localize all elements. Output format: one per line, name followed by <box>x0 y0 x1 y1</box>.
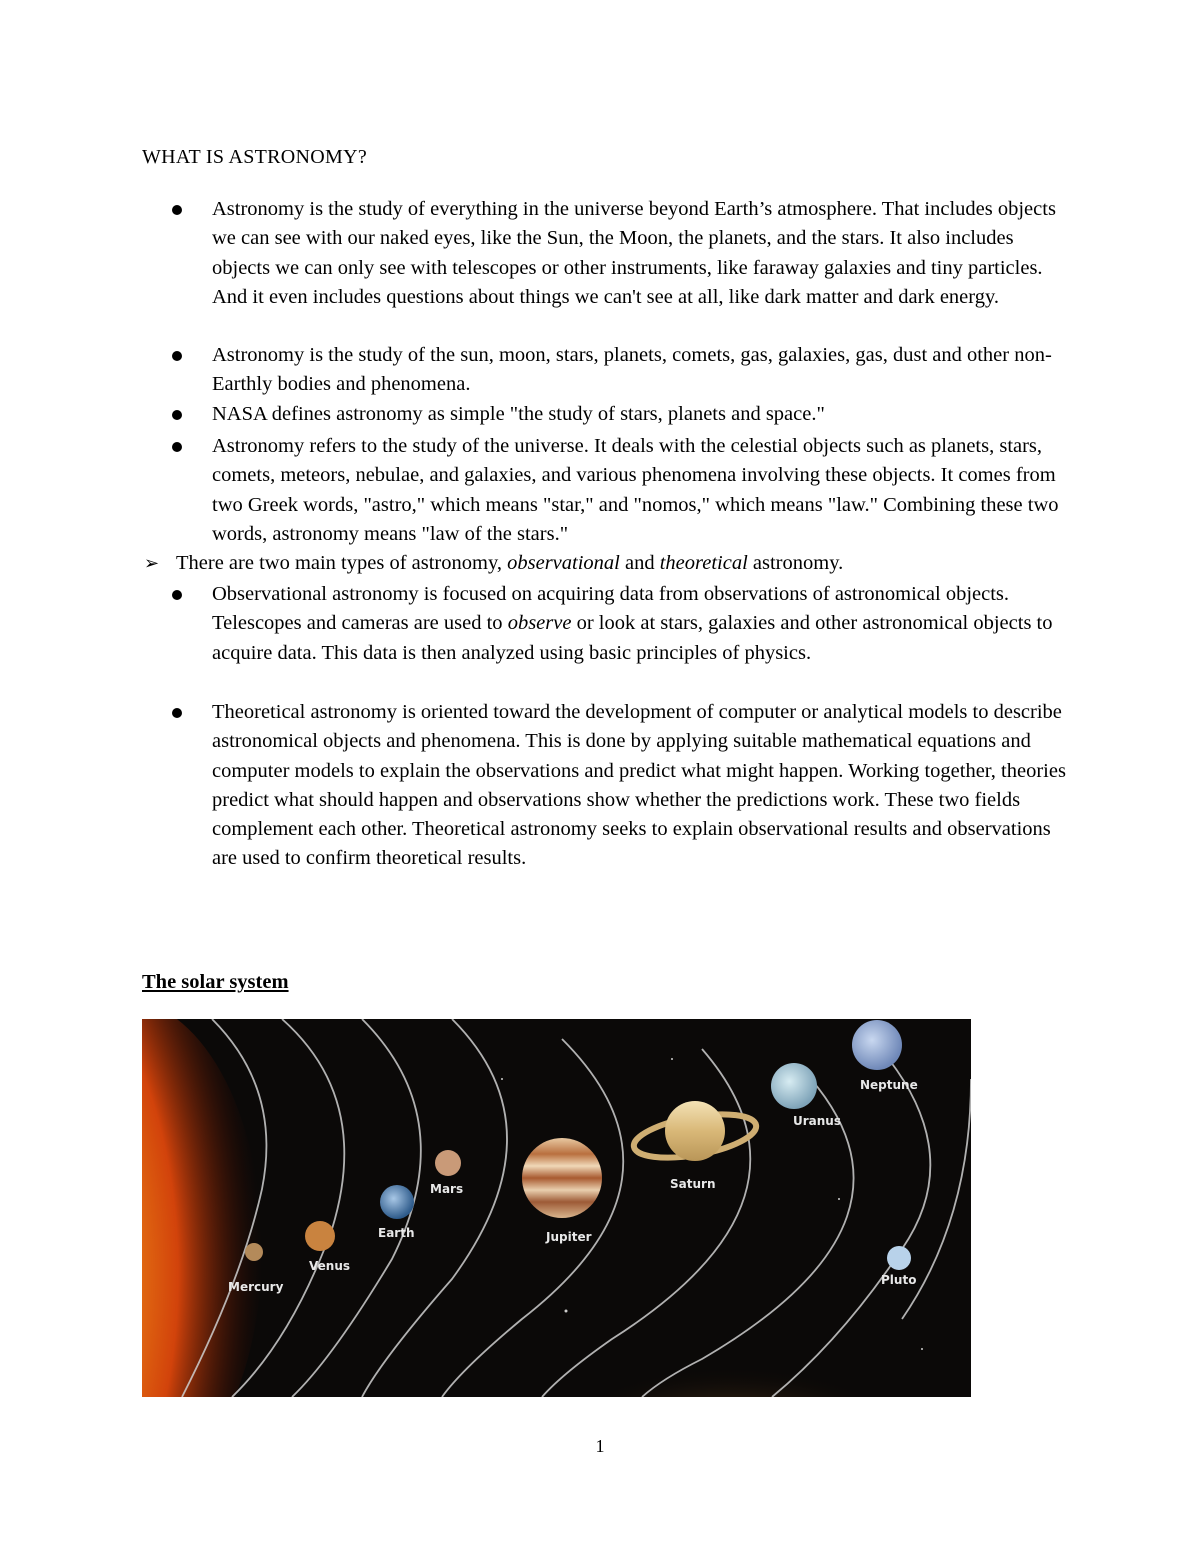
arrow-bullet-icon: ➢ <box>144 553 160 573</box>
observational-text-after: or look at stars, galaxies and other astronomical objects to acquire data. This data is then analyzed using basic principles of physics. <box>212 612 1053 664</box>
venus-planet <box>305 1221 335 1251</box>
page-title: WHAT IS ASTRONOMY? <box>142 146 368 168</box>
label-neptune: Neptune <box>860 1078 918 1092</box>
neptune-planet <box>852 1020 902 1070</box>
label-mercury: Mercury <box>228 1280 284 1294</box>
list-item-observational <box>212 580 1072 668</box>
bullet-marker <box>172 410 182 420</box>
solar-system-image <box>142 1019 971 1397</box>
observational-text-before: Observational astronomy is focused on acquiring data from observations of astronomical objects. Telescopes and cameras are used to <box>212 583 1010 635</box>
types-suffix: astronomy. <box>747 552 844 574</box>
uranus-planet <box>771 1063 817 1109</box>
bullet-marker <box>172 590 182 600</box>
label-saturn: Saturn <box>670 1177 716 1191</box>
bullet-marker <box>172 351 182 361</box>
page-number: 1 <box>595 1436 605 1456</box>
types-statement <box>176 549 843 578</box>
label-earth: Earth <box>378 1226 415 1240</box>
section-title: The solar system <box>142 971 289 993</box>
mercury-planet <box>245 1243 263 1261</box>
saturn-planet <box>665 1101 725 1161</box>
bullet-marker <box>172 205 182 215</box>
label-jupiter: Jupiter <box>546 1230 592 1244</box>
label-pluto: Pluto <box>881 1273 917 1287</box>
list-item: Astronomy is the study of the sun, moon, stars, planets, comets, gas, galaxies, gas, dust and other non-Earthly bodies and phenomena. <box>212 344 1052 396</box>
list-item: Astronomy refers to the study of the universe. It deals with the celestial objects such as planets, stars, comets, meteors, nebulae, and galaxies, and various phenomena involving these objects. It comes from two Greek words, "astro," which means "star," and "nomos," which means "law." Combining these two words, astronomy means "law of the stars." <box>212 435 1059 545</box>
types-theoretical: theoretical <box>659 552 748 574</box>
jupiter-planet <box>522 1138 602 1218</box>
earth-planet <box>380 1185 414 1219</box>
list-item-theoretical: Theoretical astronomy is oriented toward the development of computer or analytical models to describe astronomical objects and phenomena. This is done by applying suitable mathematical equations and computer models to explain the observations and predict what might happen. Working together, theories predict what should happen and observations show whether the predictions work. These two fields complement each other. Theoretical astronomy seeks to explain observational results and observations are used to confirm theoretical results. <box>212 701 1066 870</box>
list-item: Astronomy is the study of everything in the universe beyond Earth’s atmosphere. That includes objects we can see with our naked eyes, like the Sun, the Moon, the planets, and the stars. It also includes objects we can only see with telescopes or other instruments, like faraway galaxies and tiny particles. And it even includes questions about things we can't see at all, like dark matter and dark energy. <box>212 198 1056 308</box>
types-middle: and <box>619 552 660 574</box>
bullet-marker <box>172 708 182 718</box>
observational-emphasis: observe <box>507 612 572 635</box>
label-venus: Venus <box>309 1259 350 1273</box>
label-uranus: Uranus <box>793 1114 841 1128</box>
types-prefix: There are two main types of astronomy, <box>176 552 508 574</box>
list-item: NASA defines astronomy as simple "the study of stars, planets and space." <box>212 403 825 425</box>
mars-planet <box>435 1150 461 1176</box>
pluto-planet <box>887 1246 911 1270</box>
label-mars: Mars <box>430 1182 464 1196</box>
types-observational: observational <box>507 552 620 574</box>
bullet-marker <box>172 442 182 452</box>
